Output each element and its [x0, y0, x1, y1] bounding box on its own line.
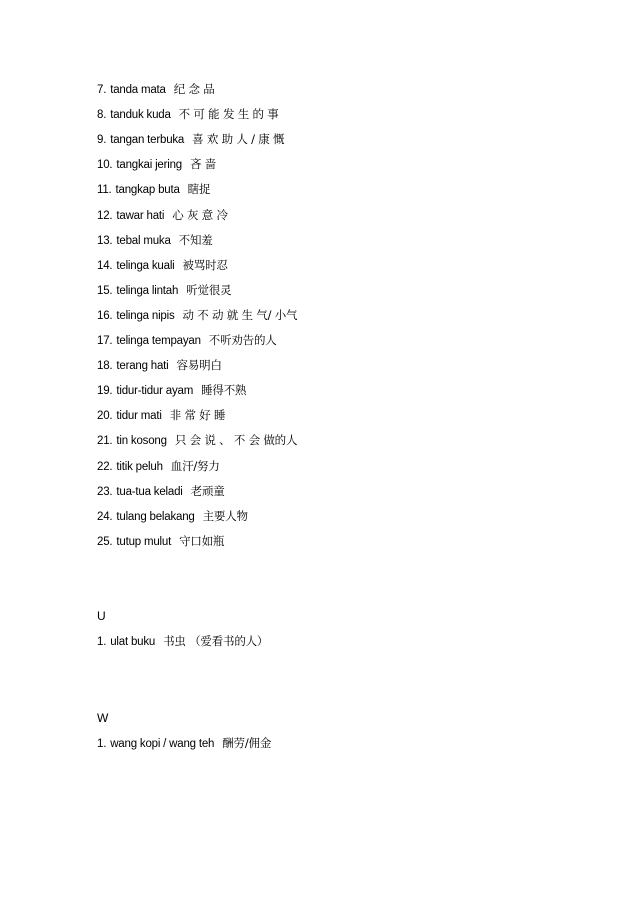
entry-number: 10.	[97, 159, 113, 171]
idiom-entry	[97, 534, 224, 549]
entry-chinese-meaning: 睡得不熟	[201, 383, 247, 397]
entry-chinese-meaning: 酬劳/佣金	[222, 736, 272, 750]
entry-malay-idiom: tangkai jering	[116, 159, 182, 171]
entry-chinese-meaning: 只 会 说 、 不 会 做的人	[174, 433, 298, 447]
entry-number: 23.	[97, 486, 113, 498]
entry-number: 22.	[97, 461, 113, 473]
entry-malay-idiom: tulang belakang	[116, 511, 195, 523]
idiom-entry	[97, 509, 248, 524]
idiom-entry	[97, 459, 220, 474]
entry-malay-idiom: telinga lintah	[116, 285, 179, 297]
entry-number: 21.	[97, 435, 113, 447]
entry-malay-idiom: telinga kuali	[116, 260, 175, 272]
entry-malay-idiom: tidur mati	[116, 410, 162, 422]
entry-chinese-meaning: 心 灰 意 冷	[172, 208, 228, 222]
entry-number: 20.	[97, 410, 113, 422]
entry-malay-idiom: tin kosong	[116, 435, 167, 447]
entry-malay-idiom: tangan terbuka	[110, 134, 185, 146]
idiom-entry	[97, 208, 228, 223]
idiom-entry	[97, 383, 246, 398]
idiom-entry	[97, 132, 284, 147]
entry-chinese-meaning: 被骂时忍	[182, 258, 228, 272]
idiom-entry	[97, 182, 210, 197]
entry-chinese-meaning: 守口如瓶	[179, 534, 225, 548]
entry-number: 11.	[97, 184, 112, 196]
entry-chinese-meaning: 动 不 动 就 生 气/ 小气	[182, 308, 298, 322]
idiom-entry	[97, 157, 216, 172]
entry-chinese-meaning: 血汗/努力	[170, 459, 220, 473]
entry-chinese-meaning: 吝 啬	[190, 157, 217, 171]
entry-number: 14.	[97, 260, 113, 272]
entry-malay-idiom: terang hati	[116, 360, 169, 372]
entry-chinese-meaning: 非 常 好 睡	[169, 408, 226, 422]
entry-malay-idiom: tawar hati	[116, 210, 165, 222]
entry-number: 9.	[97, 134, 107, 146]
entry-chinese-meaning: 不 可 能 发 生 的 事	[178, 107, 279, 121]
entry-number: 25.	[97, 536, 113, 548]
entry-chinese-meaning: 听觉很灵	[186, 283, 232, 297]
entry-chinese-meaning: 容易明白	[176, 358, 222, 372]
idiom-entry	[97, 233, 213, 248]
idiom-entry	[97, 308, 297, 323]
entry-number: 1.	[97, 636, 107, 648]
entry-chinese-meaning: 老顽童	[190, 484, 225, 498]
entry-chinese-meaning: 纪 念 品	[173, 82, 215, 96]
entry-number: 8.	[97, 109, 107, 121]
idiom-entry	[97, 107, 279, 122]
idiom-entry	[97, 433, 297, 448]
entry-malay-idiom: telinga nipis	[116, 310, 175, 322]
entry-number: 1.	[97, 738, 107, 750]
entry-number: 24.	[97, 511, 113, 523]
entry-malay-idiom: tua-tua keladi	[116, 486, 183, 498]
entry-chinese-meaning: 不听劝告的人	[208, 333, 277, 347]
entry-number: 15.	[97, 285, 113, 297]
idiom-entry	[97, 484, 225, 499]
entry-number: 19.	[97, 385, 113, 397]
entry-malay-idiom: telinga tempayan	[116, 335, 201, 347]
idiom-entry	[97, 408, 225, 423]
entry-malay-idiom: tanduk kuda	[110, 109, 171, 121]
idiom-entry	[97, 634, 268, 649]
entry-number: 16.	[97, 310, 113, 322]
entry-number: 17.	[97, 335, 113, 347]
idiom-entry	[97, 258, 228, 273]
entry-malay-idiom: titik peluh	[116, 461, 163, 473]
idiom-entry	[97, 333, 277, 348]
entry-malay-idiom: tanda mata	[110, 84, 166, 96]
entry-malay-idiom: tutup mulut	[116, 536, 172, 548]
entry-malay-idiom: tidur-tidur ayam	[116, 385, 194, 397]
idiom-entry	[97, 736, 271, 751]
entry-number: 7.	[97, 84, 107, 96]
entry-number: 18.	[97, 360, 113, 372]
entry-malay-idiom: tebal muka	[116, 235, 171, 247]
entry-malay-idiom: tangkap buta	[115, 184, 180, 196]
idiom-entry	[97, 283, 231, 298]
entry-chinese-meaning: 书虫 （爱看书的人）	[163, 634, 269, 648]
entry-chinese-meaning: 瞎捉	[187, 182, 211, 196]
entry-malay-idiom: wang kopi / wang teh	[110, 738, 215, 750]
entry-malay-idiom: ulat buku	[110, 636, 156, 648]
section-header-u: U	[97, 609, 106, 623]
entry-chinese-meaning: 主要人物	[202, 509, 248, 523]
idiom-entry	[97, 358, 222, 373]
entry-chinese-meaning: 喜 欢 助 人 / 康 慨	[192, 132, 285, 146]
entry-chinese-meaning: 不知羞	[178, 233, 213, 247]
entry-number: 12.	[97, 210, 113, 222]
idiom-entry	[97, 82, 215, 97]
entry-number: 13.	[97, 235, 113, 247]
section-header-w: W	[97, 711, 109, 725]
